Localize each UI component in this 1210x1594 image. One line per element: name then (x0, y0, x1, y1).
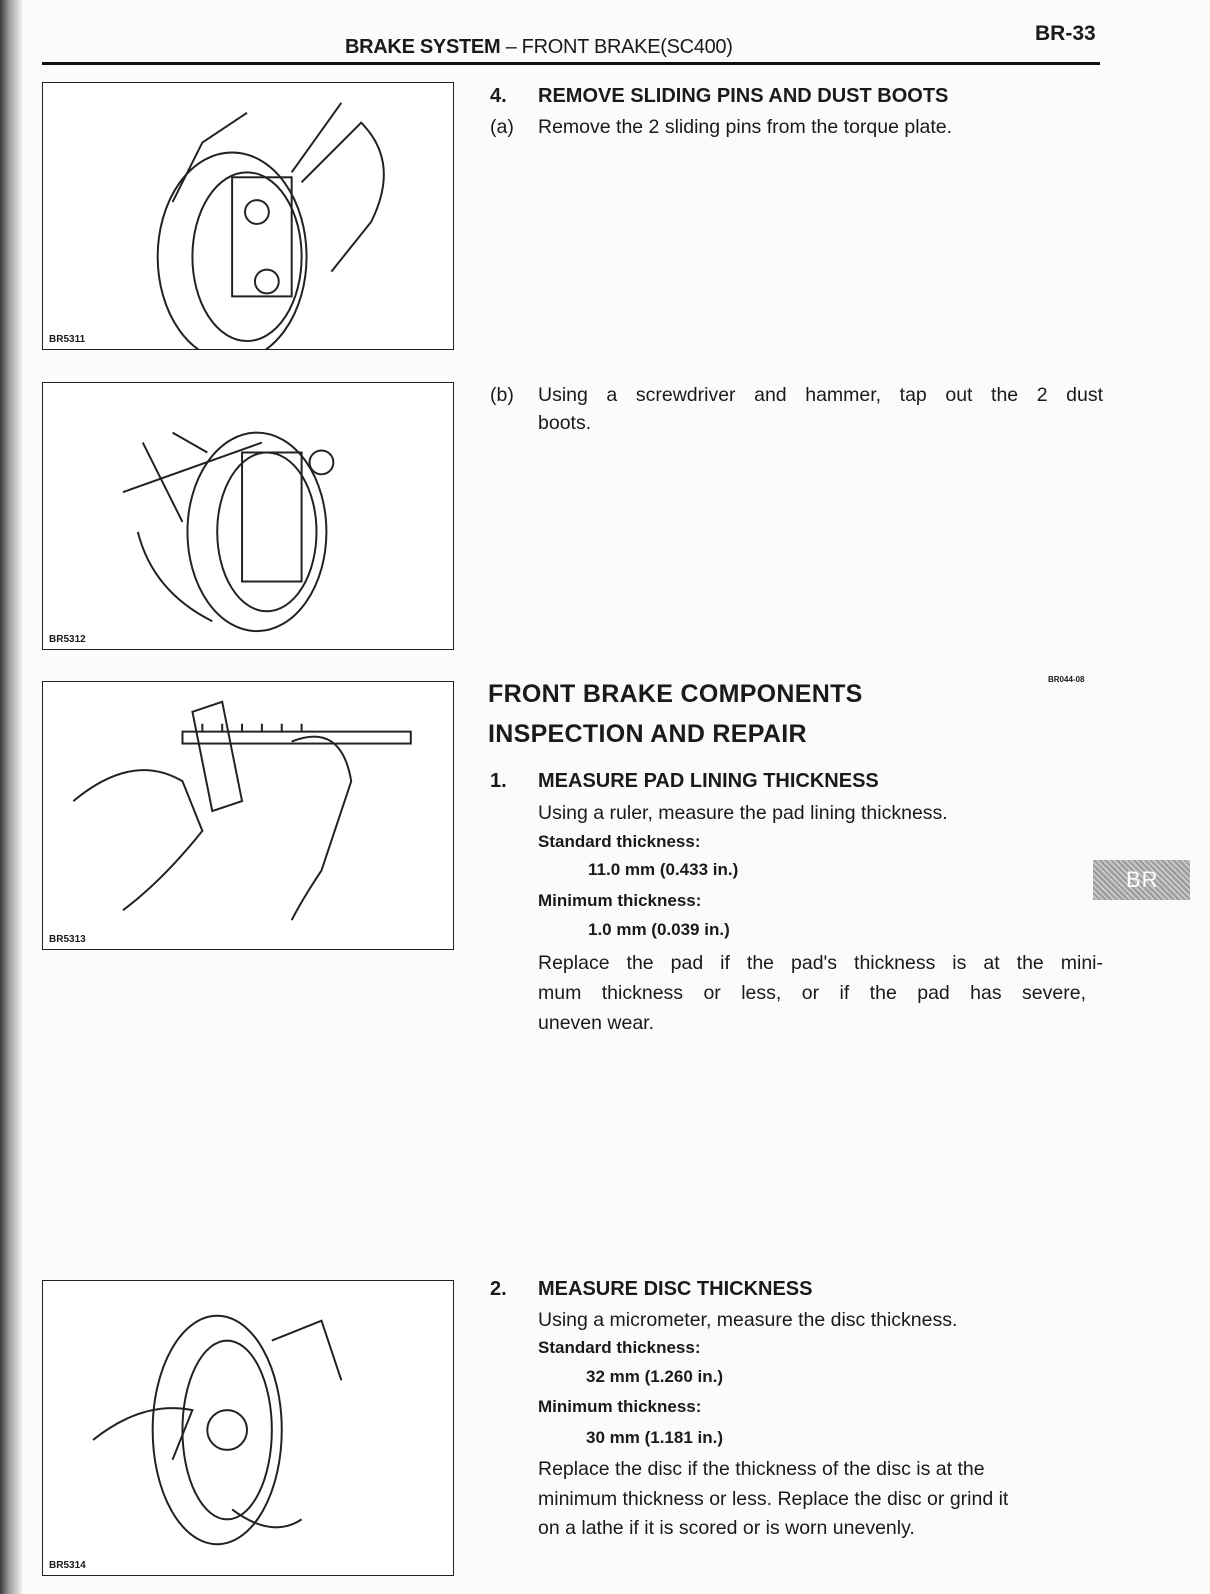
note-text: minimum thickness or less. Replace the disc or grind it (538, 1488, 1009, 1510)
substep-marker: (a) (490, 116, 514, 138)
section-tab-br (1093, 860, 1190, 900)
header-rule (42, 62, 1100, 65)
figure-tap-out-dust-boots (42, 382, 454, 650)
figure-label: BR5311 (49, 334, 86, 345)
section-title-line2: INSPECTION AND REPAIR (488, 720, 807, 748)
figure-label: BR5314 (49, 1560, 86, 1571)
page-header (345, 36, 733, 59)
note-text: on a lathe if it is scored or is worn unevenly. (538, 1517, 915, 1539)
figure-measure-pad (42, 681, 454, 950)
screwdriver-hammer-illustration (43, 383, 453, 649)
figure-label: BR5312 (49, 634, 86, 645)
figure-measure-disc (42, 1280, 454, 1576)
page-binding-shadow (0, 0, 22, 1594)
header-subsection: FRONT BRAKE(SC400) (521, 36, 733, 58)
figure-remove-sliding-pins (42, 82, 454, 350)
micrometer-disc-illustration (43, 1281, 453, 1575)
step-number: 4. (490, 85, 507, 107)
note-text: Replace the pad if the pad's thickness is at the mini- (538, 952, 1103, 974)
step-text: Using a ruler, measure the pad lining thickness. (538, 802, 948, 824)
header-dash: – (505, 36, 517, 58)
section-title: FRONT BRAKE COMPONENTS (488, 680, 863, 708)
ruler-pad-illustration (43, 682, 453, 949)
step-number: 2. (490, 1278, 507, 1300)
brake-disc-illustration (43, 83, 453, 349)
note-text: Replace the disc if the thickness of the disc is at the (538, 1458, 985, 1480)
step-title: MEASURE DISC THICKNESS (538, 1278, 813, 1300)
page-number: BR-33 (1035, 22, 1096, 45)
spec-value: 11.0 mm (0.433 in.) (588, 860, 739, 879)
step-title: MEASURE PAD LINING THICKNESS (538, 770, 879, 792)
spec-value: 32 mm (1.260 in.) (586, 1367, 724, 1386)
spec-label: Minimum thickness: (538, 891, 702, 910)
spec-label: Standard thickness: (538, 1338, 701, 1357)
figure-label: BR5313 (49, 934, 86, 945)
spec-value: 1.0 mm (0.039 in.) (588, 920, 730, 939)
step-number: 1. (490, 770, 507, 792)
note-text: uneven wear. (538, 1012, 655, 1034)
substep-text-cont: boots. (538, 412, 592, 434)
spec-label: Minimum thickness: (538, 1397, 702, 1416)
document-code: BR044-08 (1048, 675, 1085, 684)
section-tab-label: BR (1126, 867, 1159, 892)
spec-label: Standard thickness: (538, 832, 701, 851)
substep-text: Using a screwdriver and hammer, tap out the 2 dust (538, 384, 1103, 406)
spec-value: 30 mm (1.181 in.) (586, 1428, 724, 1447)
step-text: Using a micrometer, measure the disc thickness. (538, 1309, 958, 1331)
substep-text: Remove the 2 sliding pins from the torque plate. (538, 116, 953, 138)
note-text: mum thickness or less, or if the pad has severe, (538, 982, 1086, 1004)
header-section: BRAKE SYSTEM (345, 36, 501, 58)
step-title: REMOVE SLIDING PINS AND DUST BOOTS (538, 85, 949, 107)
substep-marker: (b) (490, 384, 514, 406)
